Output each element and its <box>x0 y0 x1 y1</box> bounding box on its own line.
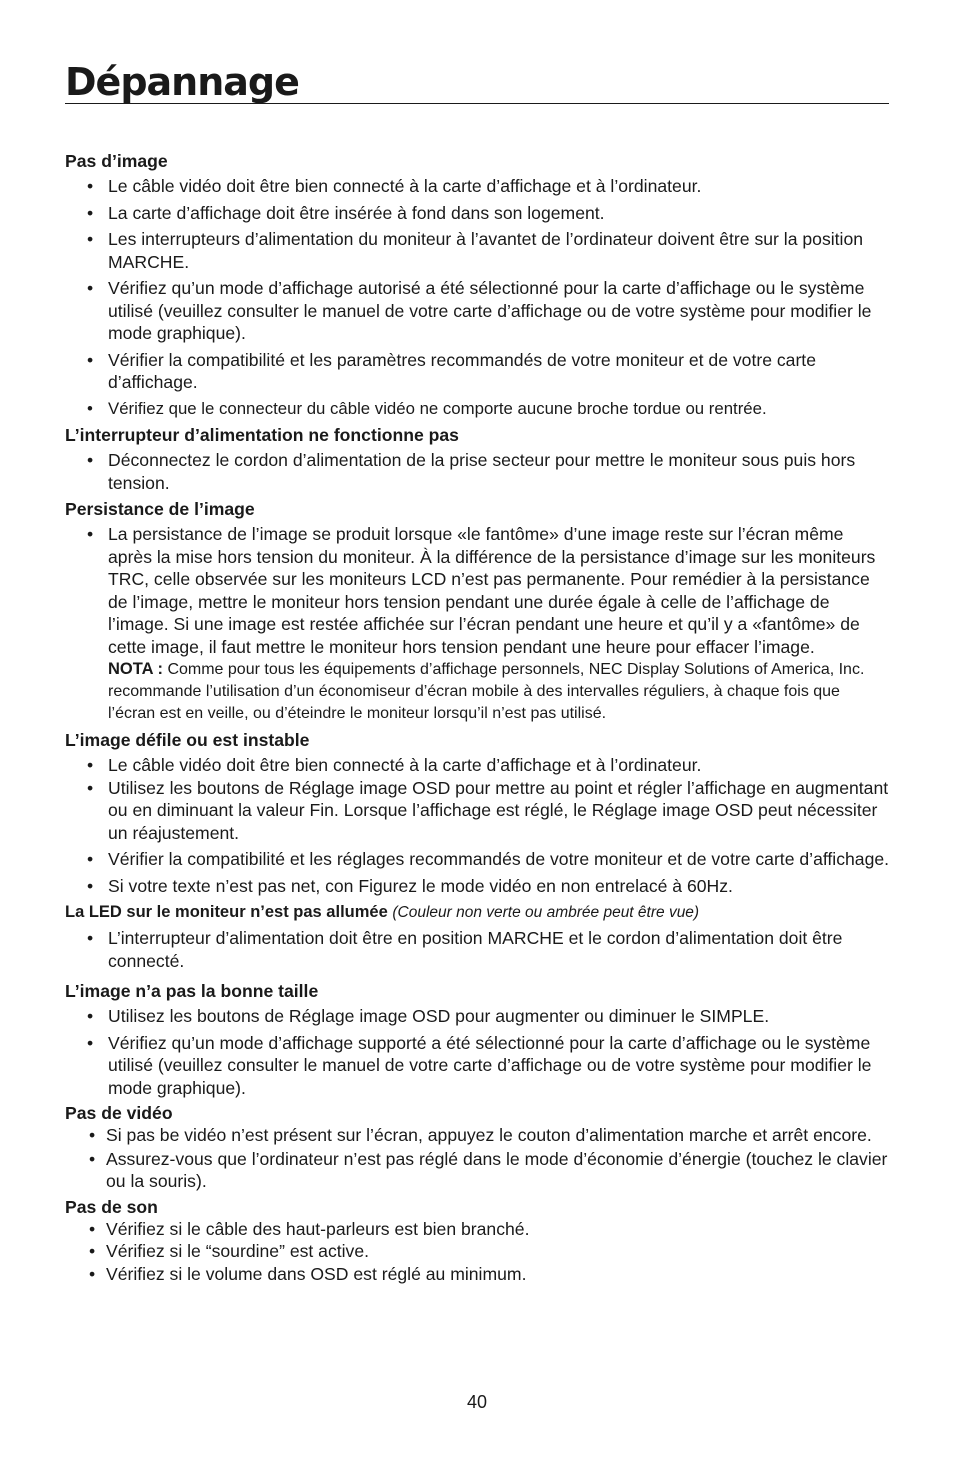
bullet-list <box>65 927 891 972</box>
section-heading: Pas de vidéo <box>65 1103 173 1123</box>
list-item: • Vérifiez si le “sourdine” est active. <box>65 1240 891 1263</box>
section-no-video <box>65 1102 891 1193</box>
section-led <box>65 901 891 972</box>
section-heading: L’image défile ou est instable <box>65 730 310 750</box>
bullet-list <box>65 449 891 494</box>
section-heading: L’image n’a pas la bonne taille <box>65 981 319 1001</box>
section-image-persistence <box>65 498 891 725</box>
section-heading: Persistance de l’image <box>65 499 255 519</box>
list-item: • Vérifiez que le connecteur du câble vidéo ne comporte aucune broche tordue ou rentrée. <box>65 398 891 421</box>
list-item: • Le câble vidéo doit être bien connecté à la carte d’affichage et à l’ordinateur. <box>65 754 891 777</box>
list-item: • Vérifiez qu’un mode d’affichage autorisé a été sélectionné pour la carte d’affichage ou le système utilisé (veuillez consulter le manuel de votre carte d’affichage ou de votre système pour modifier le mode graphique). <box>65 277 891 345</box>
section-unstable-image <box>65 729 891 897</box>
page-title: Dépannage <box>65 60 299 104</box>
troubleshooting-content <box>65 150 891 1288</box>
nota-label: NOTA : <box>108 660 163 678</box>
list-item: • Si votre texte n’est pas net, con Figurez le mode vidéo en non entrelacé à 60Hz. <box>65 875 891 898</box>
list-item: • Si pas be vidéo n’est présent sur l’écran, appuyez le couton d’alimentation marche et arrêt encore. <box>65 1124 891 1147</box>
section-heading: L’interrupteur d’alimentation ne fonctionne pas <box>65 425 459 445</box>
list-item: • Vérifier la compatibilité et les réglages recommandés de votre moniteur et de votre carte d’affichage. <box>65 848 891 871</box>
bullet-list <box>65 1124 891 1193</box>
list-item: • Vérifiez qu’un mode d’affichage supporté a été sélectionné pour la carte d’affichage ou le système utilisé (veuillez consulter le manuel de votre carte d’affichage ou de votre système pour modifier le mode graphique). <box>65 1032 891 1100</box>
led-heading-text: La LED sur le moniteur n’est pas allumée <box>65 903 388 921</box>
list-item: • Vérifiez si le volume dans OSD est réglé au minimum. <box>65 1263 891 1286</box>
bullet-list <box>65 1005 891 1099</box>
section-image-size <box>65 980 891 1099</box>
bullet-list <box>65 175 891 420</box>
nota-note <box>108 658 891 725</box>
list-item <box>65 523 891 725</box>
section-no-image <box>65 150 891 420</box>
list-item: • Utilisez les boutons de Réglage image OSD pour mettre au point et régler l’affichage en augmentant ou en diminuant la valeur Fin. Lorsque l’affichage est réglé, le Réglage image OSD peut nécessiter un réajustement. <box>65 777 891 845</box>
section-no-sound <box>65 1196 891 1286</box>
list-item: • Vérifiez si le câble des haut-parleurs est bien branché. <box>65 1218 891 1241</box>
list-item: • La carte d’affichage doit être insérée à fond dans son logement. <box>65 202 891 225</box>
section-heading: Pas d’image <box>65 151 168 171</box>
section-heading <box>65 901 891 924</box>
list-item: • Assurez-vous que l’ordinateur n’est pas réglé dans le mode d’économie d’énergie (touchez le clavier ou la souris). <box>65 1148 891 1193</box>
page-number: 40 <box>466 1392 488 1412</box>
led-heading-note: (Couleur non verte ou ambrée peut être vue) <box>392 904 700 921</box>
nota-text: Comme pour tous les équipements d’affichage personnels, NEC Display Solutions of America, Inc. recommande l’utilisation d’un économiseur d’écran mobile à des intervalles réguliers, à chaque fois que l’écran est en veille, ou d’éteindre le moniteur lorsqu’il n’est pas utilisé. <box>108 661 865 722</box>
bullet-list <box>65 523 891 725</box>
list-item: • Déconnectez le cordon d’alimentation de la prise secteur pour mettre le moniteur sous puis hors tension. <box>65 449 891 494</box>
persistence-text: La persistance de l’image se produit lorsque «le fantôme» d’une image reste sur l’écran même après la mise hors tension du moniteur. À la différence de la persistance d’image sur les moniteurs TRC, celle observée sur les moniteurs LCD n’est pas permanente. Pour remédier à la persistance de l’image, mettre le moniteur hors tension pendant une durée égale à celle de l’affichage de l’image. Si une image est restée affichée sur l’écran pendant une heure et qu’il y a «fantôme» de cette image, il faut mettre le moniteur hors tension pendant une heure pour effacer l’image. <box>108 524 876 657</box>
list-item: • Vérifier la compatibilité et les paramètres recommandés de votre moniteur et de votre carte d’affichage. <box>65 349 891 394</box>
list-item: • Le câble vidéo doit être bien connecté à la carte d’affichage et à l’ordinateur. <box>65 175 891 198</box>
bullet-list <box>65 754 891 897</box>
list-item: • L’interrupteur d’alimentation doit être en position MARCHE et le cordon d’alimentation doit être connecté. <box>65 927 891 972</box>
list-item: • Utilisez les boutons de Réglage image OSD pour augmenter ou diminuer le SIMPLE. <box>65 1005 891 1028</box>
list-item: • Les interrupteurs d’alimentation du moniteur à l’avantet de l’ordinateur doivent être sur la position MARCHE. <box>65 228 891 273</box>
title-rule <box>65 103 889 104</box>
bullet-list <box>65 1218 891 1286</box>
section-power-switch <box>65 424 891 494</box>
section-heading: Pas de son <box>65 1196 158 1217</box>
